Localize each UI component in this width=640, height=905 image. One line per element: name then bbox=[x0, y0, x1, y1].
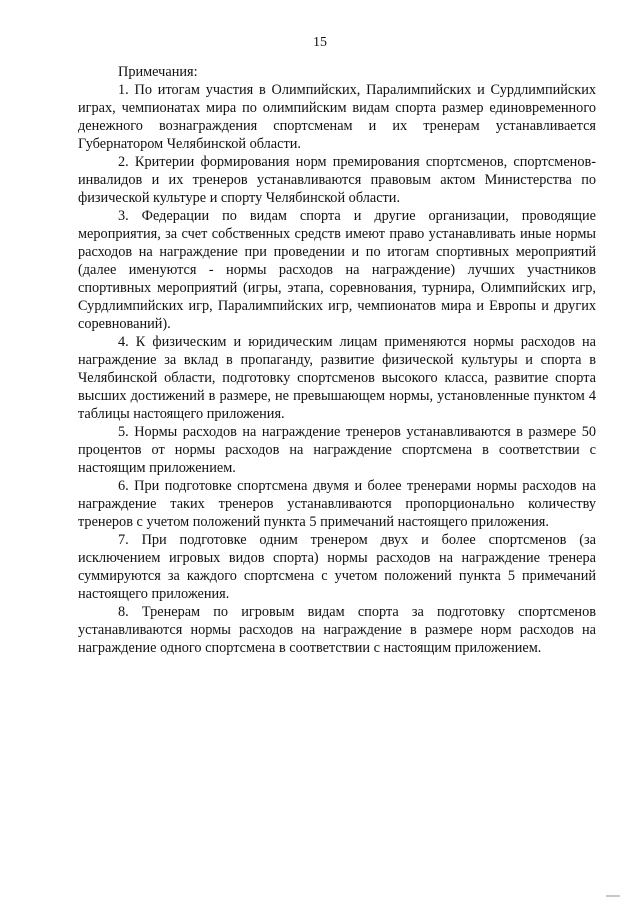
note-paragraph-8: 8. Тренерам по игровым видам спорта за подготовку спортсменов устанавливаются нормы расходов на награждение в размере норм расходов на награждение одного спортсмена в соответствии с настоящим приложением. bbox=[78, 604, 596, 656]
note-paragraph-7: 7. При подготовке одним тренером двух и более спортсменов (за исключением игровых видов спорта) нормы расходов на награждение тренера суммируются за каждого спортсмена с учетом положений пункта 5 примечаний настоящего приложения. bbox=[78, 532, 596, 602]
note-paragraph-5: 5. Нормы расходов на награждение тренеров устанавливаются в размере 50 процентов от нормы расходов на награждение спортсмена в соответствии с настоящим приложением. bbox=[78, 424, 596, 476]
page-number: 15 bbox=[313, 35, 327, 50]
note-paragraph-3: 3. Федерации по видам спорта и другие организации, проводящие мероприятия, за счет собственных средств имеют право устанавливать иные нормы расходов на награждение при проведении и по итогам спортивных мероприятий (далее именуются - нормы расходов на награждение) лучших участников спортивных мероприятий (игры, этапа, соревнования, турнира, Олимпийских игр, Сурдлимпийских игр, Паралимпийских игр, чемпионатов мира и Европы и других соревнований). bbox=[78, 208, 596, 332]
notes-heading: Примечания: bbox=[118, 64, 198, 80]
notes-body bbox=[78, 63, 596, 657]
note-paragraph-2: 2. Критерии формирования норм премирования спортсменов, спортсменов-инвалидов и их тренеров устанавливаются правовым актом Министерства по физической культуре и спорту Челябинской области. bbox=[78, 154, 596, 206]
note-paragraph-6: 6. При подготовке спортсмена двумя и более тренерами нормы расходов на награждение таких тренеров устанавливаются пропорционально количеству тренеров с учетом положений пункта 5 примечаний настоящего приложения. bbox=[78, 478, 596, 530]
scan-corner-mark bbox=[606, 895, 620, 897]
note-paragraph-4: 4. К физическим и юридическим лицам применяются нормы расходов на награждение за вклад в пропаганду, развитие физической культуры и спорта в Челябинской области, подготовку спортсменов высокого класса, развитие спорта высших достижений в размере, не превышающем нормы, установленные пунктом 4 таблицы настоящего приложения. bbox=[78, 334, 596, 422]
note-paragraph-1: 1. По итогам участия в Олимпийских, Паралимпийских и Сурдлимпийских играх, чемпионатах мира по олимпийским видам спорта размер единовременного денежного вознаграждения спортсменам и их тренерам устанавливается Губернатором Челябинской области. bbox=[78, 82, 596, 152]
